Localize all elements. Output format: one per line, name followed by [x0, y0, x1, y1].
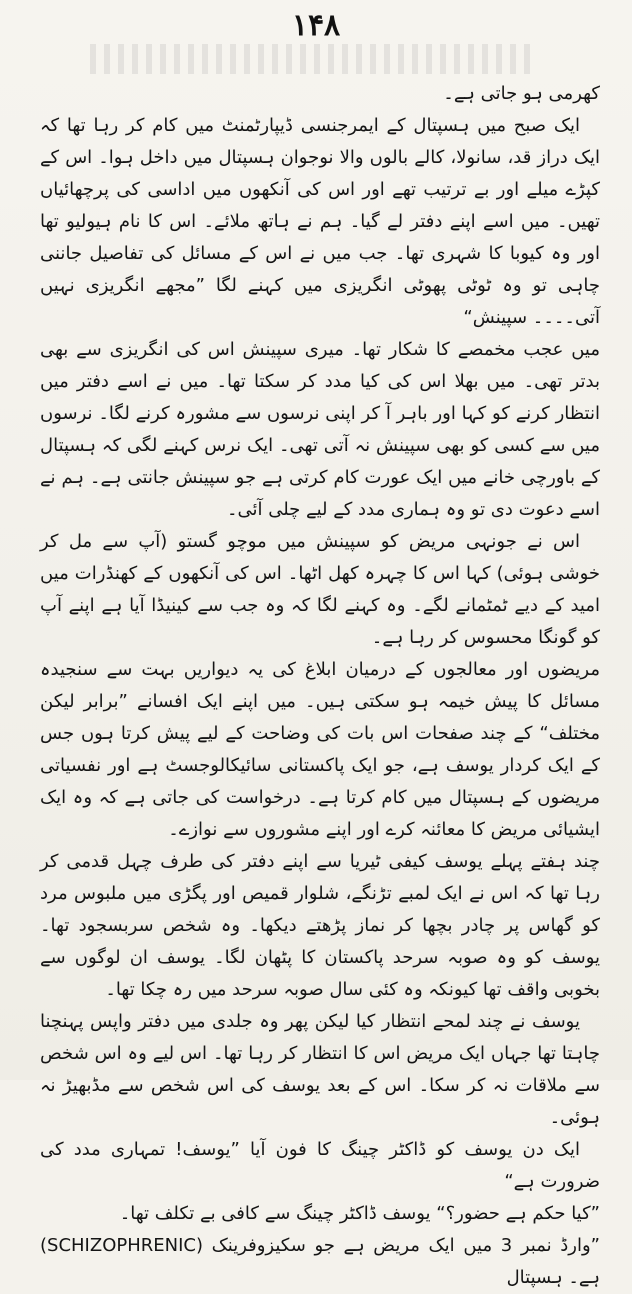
paragraph: ”کیا حکم ہے حضور؟“ یوسف ڈاکٹر چینگ سے کافی بے تکلف تھا۔: [119, 1203, 600, 1224]
paragraph: مریضوں اور معالجوں کے درمیان ابلاغ کی یہ دیواریں بہت سے سنجیدہ مسائل کا پیش خیمہ ہو سکتی ہیں۔ میں اپنے ایک افسانے ”برابر لیکن مختلف“ کے چند صفحات اس بات کی وضاحت کے لیے پیش کرتا ہوں جس کے ایک کردار یوسف ہے، جو ایک پاکستانی سائیکالوجسٹ ہے اور نفسیاتی مریضوں کے ہسپتال میں کام کرتا ہے۔ درخواست کی جاتی ہے کہ وہ ایک ایشیائی مریض کا معائنہ کرے اور اپنے مشوروں سے نوازے۔: [40, 659, 600, 840]
paragraph: ”وارڈ نمبر 3 میں ایک مریض ہے جو سکیزوفرینک (SCHIZOPHRENIC) ہے۔ ہسپتال: [40, 1235, 600, 1288]
bleed-through-text: [90, 44, 530, 74]
paragraph: اس نے جونہی مریض کو سپینش میں موچو گستو (آپ سے مل کر خوشی ہوئی) کہا اس کا چہرہ کھل اٹھا۔ اس کی آنکھوں کے کھنڈرات میں امید کے دیے ٹمٹمانے لگے۔ وہ کہنے لگا کہ وہ جب سے کینیڈا آیا ہے اپنے آپ کو گونگا محسوس کر رہا ہے۔: [40, 531, 600, 648]
paragraph: کھرمی ہو جاتی ہے۔: [443, 83, 600, 104]
paragraph: چند ہفتے پہلے یوسف کیفی ٹیریا سے اپنے دفتر کی طرف چہل قدمی کر رہا تھا کہ اس نے ایک لمبے تڑنگے، شلوار قمیص اور پگڑی میں ملبوس مرد کو گھاس پر چادر بچھا کر نماز پڑھتے دیکھا۔ وہ شخص سربسجود تھا۔ یوسف کو وہ صوبہ سرحد پاکستان کا پٹھان لگا۔ یوسف ان لوگوں سے بخوبی واقف تھا کیونکہ وہ کئی سال صوبہ سرحد میں رہ چکا تھا۔: [40, 851, 600, 1000]
paragraph: ایک دن یوسف کو ڈاکٹر چینگ کا فون آیا ”یوسف! تمہاری مدد کی ضرورت ہے“: [40, 1139, 600, 1192]
paragraph: ایک صبح میں ہسپتال کے ایمرجنسی ڈیپارٹمنٹ میں کام کر رہا تھا کہ ایک دراز قد، سانولا، کالے بالوں والا نوجوان ہسپتال میں داخل ہوا۔ اس کے کپڑے میلے اور بے ترتیب تھے اور اس کی آنکھوں میں اداسی کی پرچھائیاں تھیں۔ میں اسے اپنے دفتر لے گیا۔ ہم نے ہاتھ ملائے۔ اس کا نام ہیولیو تھا اور وہ کیوبا کا شہری تھا۔ جب میں نے اس کے مسائل کی تفاصیل جاننی چاہی تو وہ ٹوٹی پھوٹی انگریزی میں کہنے لگا ”مجھے انگریزی نہیں آتی۔۔۔۔ سپینش“: [40, 115, 600, 328]
paragraph: میں عجب مخمصے کا شکار تھا۔ میری سپینش اس کی انگریزی سے بھی بدتر تھی۔ میں بھلا اس کی کیا مدد کر سکتا تھا۔ میں نے اسے دفتر میں انتظار کرنے کو کہا اور باہر آ کر اپنی نرسوں سے مشورہ کرنے لگا۔ نرسوں میں سے کسی کو بھی سپینش نہ آتی تھی۔ ایک نرس کہنے لگی کہ ہسپتال کے باورچی خانے میں ایک عورت کام کرتی ہے جو سپینش جانتی ہے۔ ہم نے اسے دعوت دی تو وہ ہماری مدد کے لیے چلی آئی۔: [40, 339, 600, 520]
page-number: ۱۴۸: [291, 8, 341, 43]
page-body: [40, 78, 600, 1294]
paragraph: یوسف نے چند لمحے انتظار کیا لیکن پھر وہ جلدی میں دفتر واپس پہنچنا چاہتا تھا جہاں ایک مریض اس کا انتظار کر رہا تھا۔ اس لیے وہ اس شخص سے ملاقات نہ کر سکا۔ اس کے بعد یوسف کی اس شخص سے مڈبھیڑ نہ ہوئی۔: [40, 1011, 600, 1128]
